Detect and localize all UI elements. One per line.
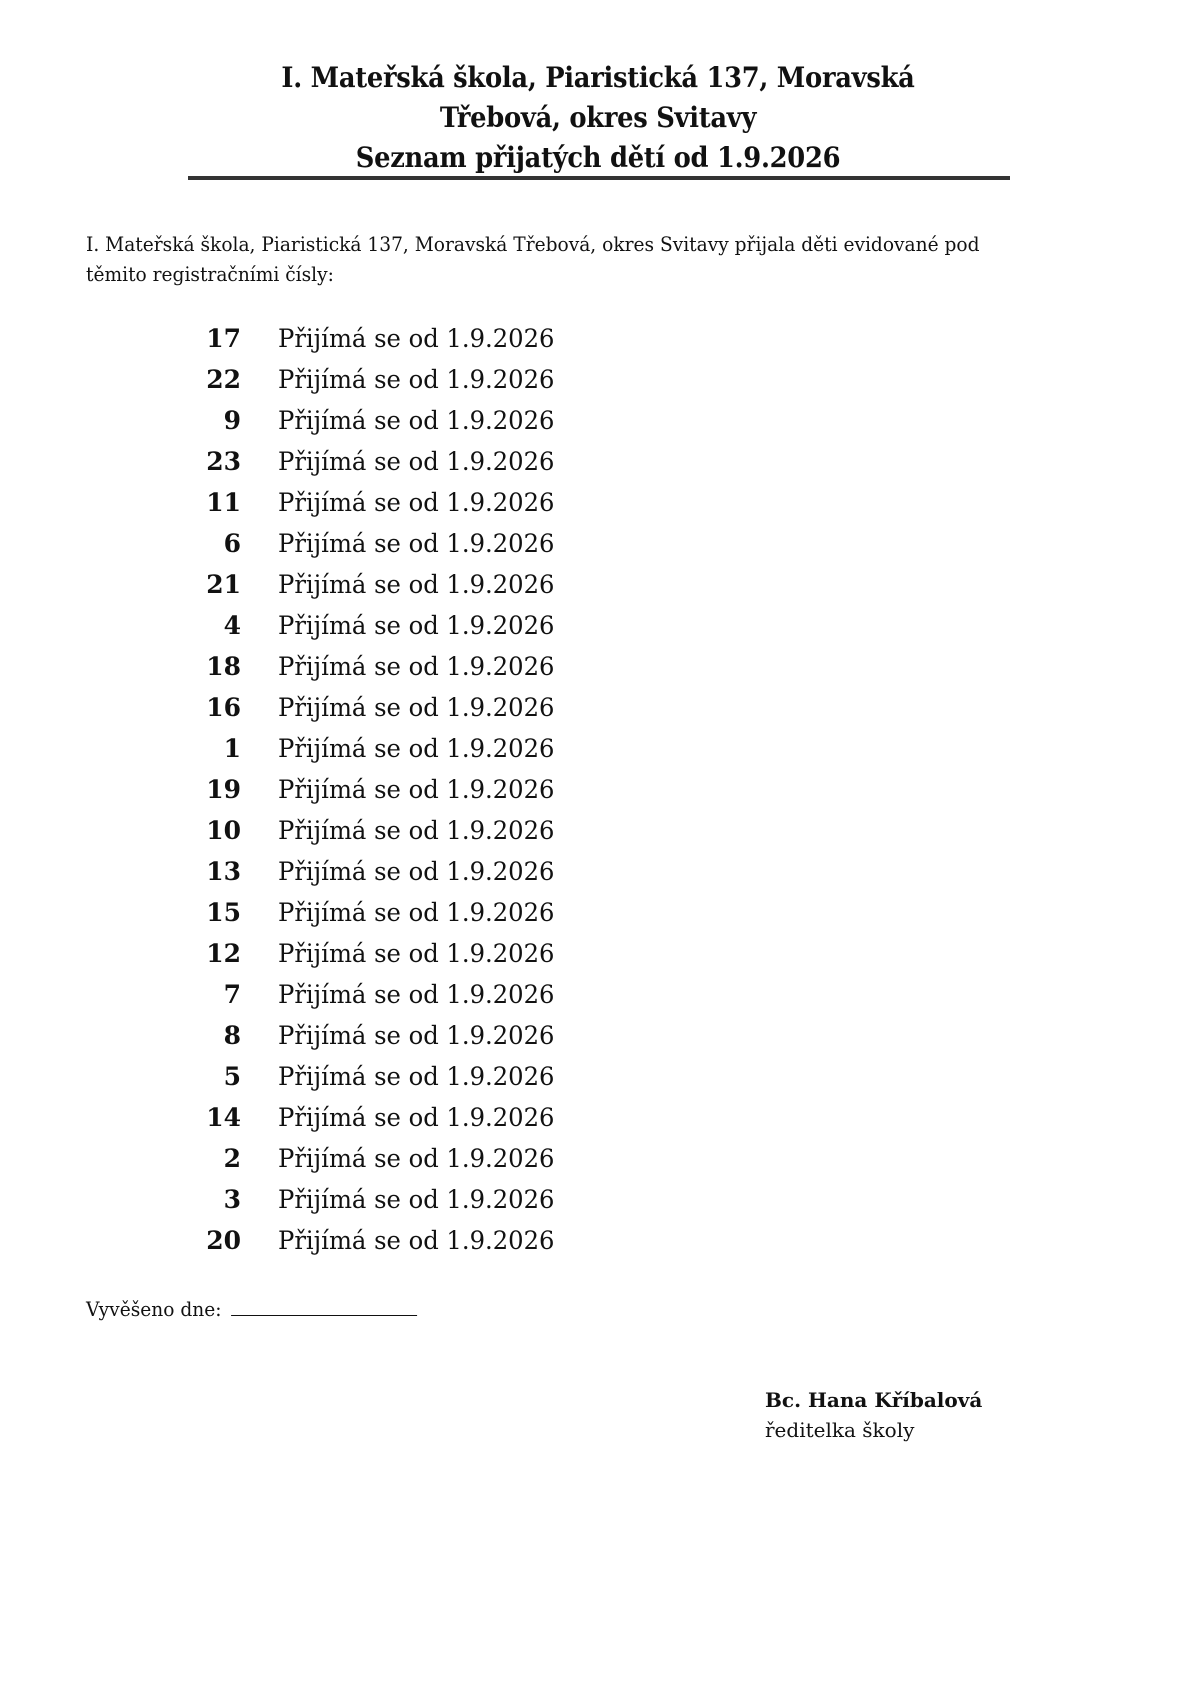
registration-number: 22 xyxy=(206,365,241,394)
registration-number: 9 xyxy=(223,406,241,435)
list-item xyxy=(0,769,1190,810)
acceptance-status: Přijímá se od 1.9.2026 xyxy=(278,365,555,394)
registration-number: 18 xyxy=(206,652,241,681)
registration-number: 23 xyxy=(206,447,241,476)
acceptance-status: Přijímá se od 1.9.2026 xyxy=(278,775,555,804)
acceptance-status: Přijímá se od 1.9.2026 xyxy=(278,980,555,1009)
registration-number: 3 xyxy=(223,1185,241,1214)
signatory-role: ředitelka školy xyxy=(765,1418,915,1442)
acceptance-status: Přijímá se od 1.9.2026 xyxy=(278,1062,555,1091)
intro-paragraph: I. Mateřská škola, Piaristická 137, Moravská Třebová, okres Svitavy přijala děti evidované pod těmito registračními čísly: xyxy=(86,232,980,286)
title-line-1: I. Mateřská škola, Piaristická 137, Moravská xyxy=(281,61,915,94)
list-item xyxy=(0,1097,1190,1138)
registration-number: 1 xyxy=(223,734,241,763)
list-item xyxy=(0,482,1190,523)
registration-number: 21 xyxy=(206,570,241,599)
acceptance-status: Přijímá se od 1.9.2026 xyxy=(278,570,555,599)
list-item xyxy=(0,687,1190,728)
registration-number: 16 xyxy=(206,693,241,722)
list-item xyxy=(0,974,1190,1015)
title-line-2: Třebová, okres Svitavy xyxy=(439,101,757,134)
list-item xyxy=(0,1015,1190,1056)
document-header xyxy=(221,58,975,178)
registration-number: 17 xyxy=(206,324,241,353)
list-item xyxy=(0,523,1190,564)
acceptance-status: Přijímá se od 1.9.2026 xyxy=(278,488,555,517)
list-item xyxy=(0,933,1190,974)
list-item xyxy=(0,1056,1190,1097)
registration-number: 7 xyxy=(223,980,241,1009)
acceptance-status: Přijímá se od 1.9.2026 xyxy=(278,1103,555,1132)
list-item xyxy=(0,728,1190,769)
list-item xyxy=(0,359,1190,400)
acceptance-status: Přijímá se od 1.9.2026 xyxy=(278,652,555,681)
registration-number: 6 xyxy=(223,529,241,558)
list-item xyxy=(0,400,1190,441)
acceptance-status: Přijímá se od 1.9.2026 xyxy=(278,693,555,722)
title-line-3: Seznam přijatých dětí od 1.9.2026 xyxy=(355,141,841,174)
list-item xyxy=(0,564,1190,605)
registration-number: 19 xyxy=(206,775,241,804)
registration-number: 8 xyxy=(223,1021,241,1050)
acceptance-status: Přijímá se od 1.9.2026 xyxy=(278,734,555,763)
list-item xyxy=(0,1179,1190,1220)
signature-block xyxy=(765,1385,982,1445)
acceptance-status: Přijímá se od 1.9.2026 xyxy=(278,529,555,558)
list-item xyxy=(0,441,1190,482)
registration-number: 15 xyxy=(206,898,241,927)
acceptance-status: Přijímá se od 1.9.2026 xyxy=(278,857,555,886)
header-divider xyxy=(188,176,1010,180)
acceptance-status: Přijímá se od 1.9.2026 xyxy=(278,1144,555,1173)
registration-number: 11 xyxy=(206,488,241,517)
acceptance-status: Přijímá se od 1.9.2026 xyxy=(278,939,555,968)
list-item xyxy=(0,605,1190,646)
registration-number: 20 xyxy=(206,1226,241,1255)
registration-number: 5 xyxy=(223,1062,241,1091)
registration-number: 14 xyxy=(206,1103,241,1132)
acceptance-status: Přijímá se od 1.9.2026 xyxy=(278,324,555,353)
list-item xyxy=(0,1138,1190,1179)
acceptance-status: Přijímá se od 1.9.2026 xyxy=(278,1021,555,1050)
registration-number: 4 xyxy=(223,611,241,640)
list-item xyxy=(0,851,1190,892)
list-item xyxy=(0,810,1190,851)
registration-number: 12 xyxy=(206,939,241,968)
acceptance-status: Přijímá se od 1.9.2026 xyxy=(278,898,555,927)
signatory-name: Bc. Hana Kříbalová xyxy=(765,1388,983,1412)
posted-date-blank xyxy=(231,1295,417,1316)
acceptance-status: Přijímá se od 1.9.2026 xyxy=(278,406,555,435)
registration-number: 10 xyxy=(206,816,241,845)
acceptance-status: Přijímá se od 1.9.2026 xyxy=(278,1226,555,1255)
registration-number: 13 xyxy=(206,857,241,886)
acceptance-status: Přijímá se od 1.9.2026 xyxy=(278,447,555,476)
acceptance-status: Přijímá se od 1.9.2026 xyxy=(278,1185,555,1214)
list-item xyxy=(0,318,1190,359)
posted-label: Vyvěšeno dne: xyxy=(86,1297,222,1321)
acceptance-status: Přijímá se od 1.9.2026 xyxy=(278,816,555,845)
accepted-children-list xyxy=(0,318,1190,1261)
list-item xyxy=(0,892,1190,933)
acceptance-status: Přijímá se od 1.9.2026 xyxy=(278,611,555,640)
list-item xyxy=(0,1220,1190,1261)
list-item xyxy=(0,646,1190,687)
registration-number: 2 xyxy=(223,1144,241,1173)
posted-date-line xyxy=(86,1295,417,1322)
